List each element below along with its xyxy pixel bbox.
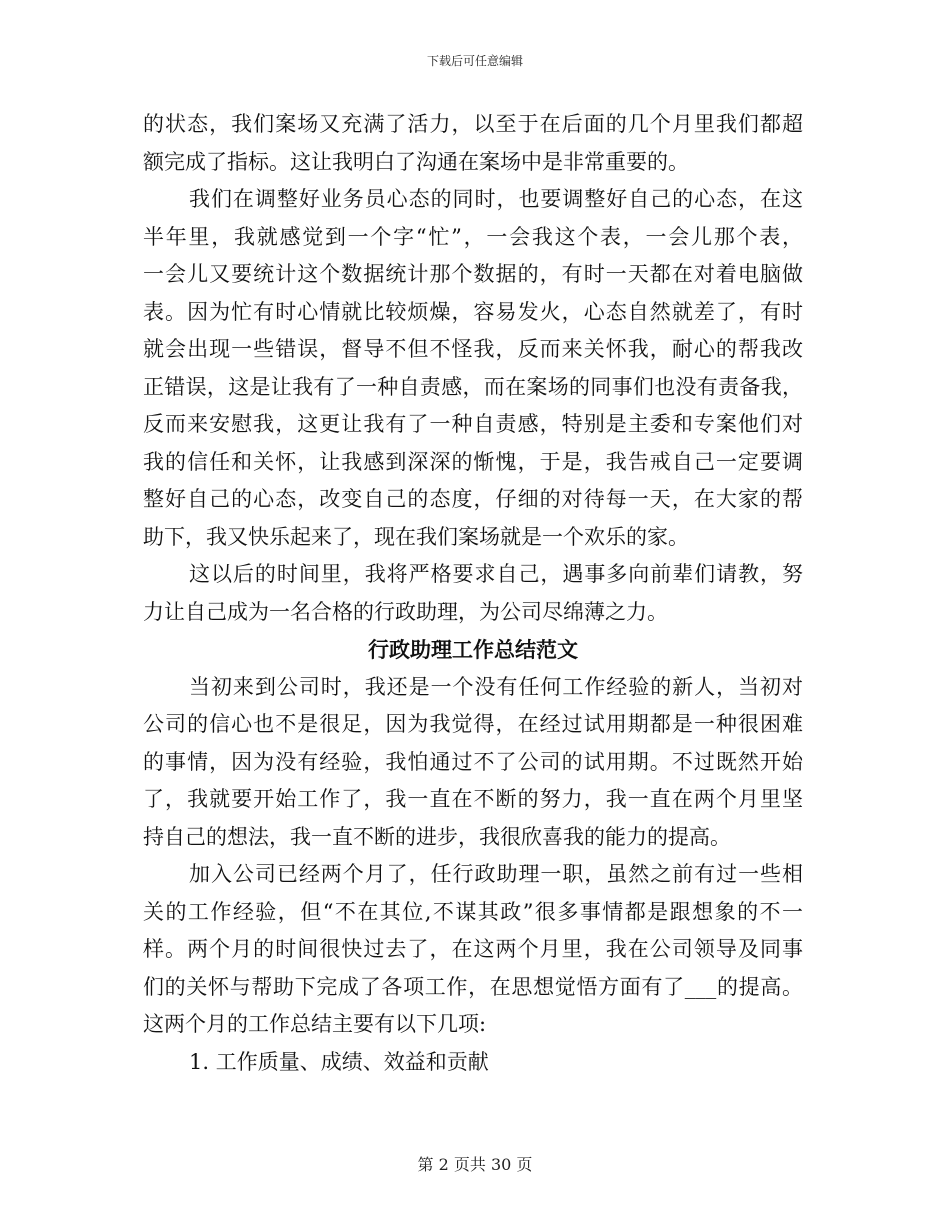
paragraph [143, 556, 803, 631]
text-line: 这以后的时间里，我将严格要求自己，遇事多向前辈们请教，努 [189, 562, 803, 586]
paragraph [143, 181, 803, 556]
text-line: 正错误，这是让我有了一种自责感，而在案场的同事们也没有责备我， [143, 374, 803, 399]
text-line: 公司的信心也不是很足，因为我觉得，在经过试用期都是一种很困难 [143, 712, 803, 736]
text-line: 当初来到公司时，我还是一个没有任何工作经验的新人，当初对 [189, 674, 803, 699]
text-line: 持自己的想法，我一直不断的进步，我很欣喜我的能力的提高。 [143, 824, 731, 849]
paragraph [143, 669, 803, 857]
paragraph [143, 856, 803, 1044]
page-number: 第 2 页共 30 页 [417, 1155, 533, 1174]
text-line: 的事情，因为没有经验，我怕通过不了公司的试用期。不过既然开始 [143, 749, 803, 774]
paragraph [143, 106, 803, 181]
text-line: 助下，我又快乐起来了，现在我们案场就是一个欢乐的家。 [143, 524, 689, 549]
text-line: 反而来安慰我，这更让我有了一种自责感，特别是主委和专案他们对 [143, 412, 803, 436]
text-line: 这两个月的工作总结主要有以下几项: [143, 1012, 487, 1036]
text-line: 1. 工作质量、成绩、效益和贡献 [189, 1049, 489, 1074]
text-line: 我们在调整好业务员心态的同时，也要调整好自己的心态，在这 [189, 187, 803, 211]
list-item [143, 1044, 803, 1082]
text-line: 的状态，我们案场又充满了活力，以至于在后面的几个月里我们都超 [143, 112, 803, 136]
section-title: 行政助理工作总结范文 [368, 637, 578, 662]
text-line: 一会儿又要统计这个数据统计那个数据的，有时一天都在对着电脑做 [143, 262, 803, 286]
text-line: 力让自己成为一名合格的行政助理，为公司尽绵薄之力。 [143, 599, 668, 624]
text-line: 整好自己的心态，改变自己的态度，仔细的对待每一天，在大家的帮 [143, 487, 803, 511]
text-line: 关的工作经验，但“不在其位,不谋其政”很多事情都是跟想象的不一 [143, 899, 803, 924]
text-line: 表。因为忙有时心情就比较烦燥，容易发火，心态自然就差了，有时 [143, 299, 803, 324]
text-line: 我的信任和关怀，让我感到深深的惭愧，于是，我告戒自己一定要调 [143, 449, 803, 474]
text-line: 就会出现一些错误，督导不但不怪我，反而来关怀我，耐心的帮我改 [143, 337, 803, 361]
text-line: 半年里，我就感觉到一个字“忙”，一会我这个表，一会儿那个表， [143, 224, 803, 249]
text-line: 了，我就要开始工作了，我一直在不断的努力，我一直在两个月里坚 [143, 787, 803, 811]
page-header: 下载后可任意编辑 [426, 54, 523, 68]
text-line: 加入公司已经两个月了，任行政助理一职，虽然之前有过一些相 [189, 862, 803, 886]
text-line: 们的关怀与帮助下完成了各项工作，在思想觉悟方面有了___的提高。 [143, 974, 803, 999]
text-line: 额完成了指标。这让我明白了沟通在案场中是非常重要的。 [143, 149, 689, 174]
document-body [143, 106, 803, 1081]
text-line: 样。两个月的时间很快过去了，在这两个月里，我在公司领导及同事 [143, 937, 803, 961]
